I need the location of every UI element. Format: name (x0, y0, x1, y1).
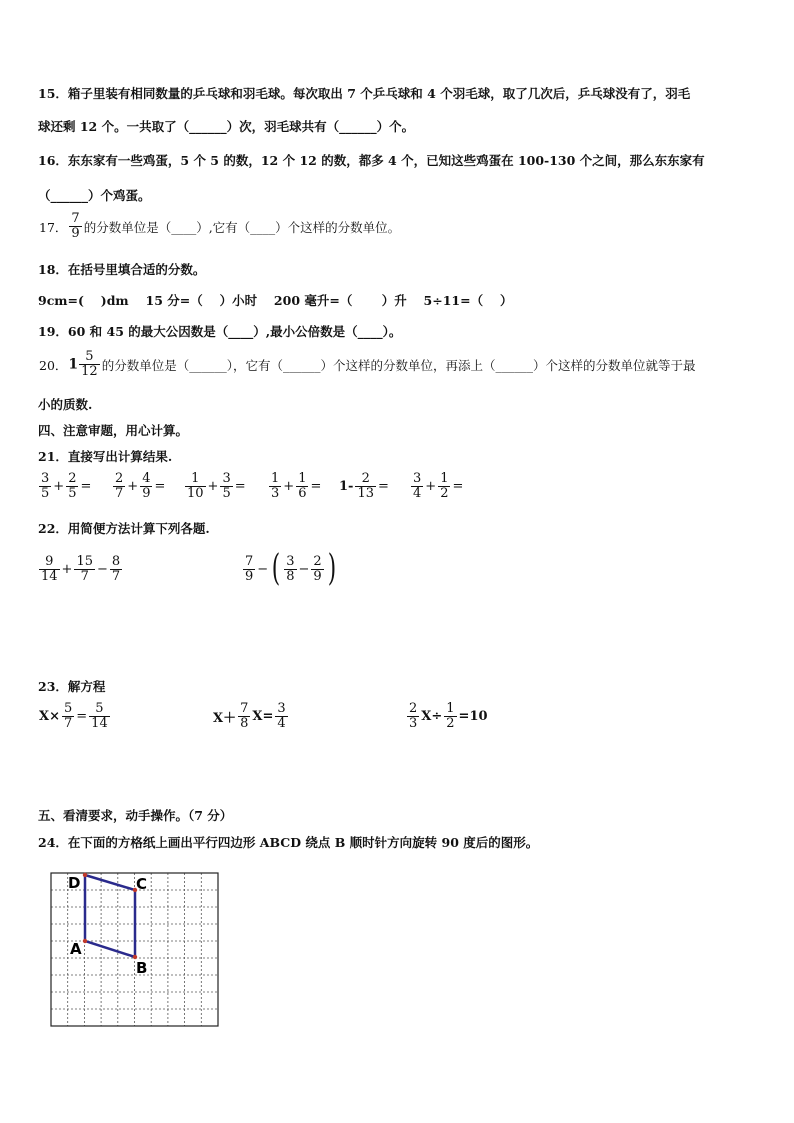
label-a: A (70, 940, 82, 958)
q18-title: 18．在括号里填合适的分数。 (38, 262, 206, 277)
q23-expr-3: $\frac{2}{3}$ X÷ $\frac{1}{2}$ =10 (409, 701, 488, 731)
q17-suffix: 的分数单位是（____）,它有（____）个这样的分数单位。 (83, 219, 401, 235)
q23-title: 23．解方程 (38, 679, 106, 694)
q17-prefix: 17． (39, 219, 68, 235)
q21-expr-5: 1- $\frac{2}{13}$ = (339, 471, 389, 501)
q15-line1: 15．箱子里装有相同数量的乒乓球和羽毛球。每次取出 7 个乒乓球和 4 个羽毛球，取了几次后，乒乓球没有了，羽毛 (38, 86, 691, 101)
label-b: B (136, 959, 148, 977)
vertex-a (83, 939, 87, 943)
q16-line2: （______）个鸡蛋。 (38, 188, 151, 203)
q20-fraction: $\frac{5}{12}$ (81, 349, 98, 379)
section5-title: 五、看清要求，动手操作。（7 分） (38, 808, 233, 823)
q20-prefix: 20． (39, 357, 68, 373)
q22-title: 22．用简便方法计算下列各题. (38, 521, 210, 536)
q22-expr-2: $\frac{7}{9}$ − ( $\frac{3}{8}$ − $\frac{2}{9}$ ) (245, 548, 336, 589)
q22-expr-1: $\frac{9}{14}$ + $\frac{15}{7}$ − $\frac{8}{7}$ (41, 554, 121, 584)
q20-line2: 小的质数. (38, 397, 93, 412)
grid-paper[interactable] (50, 872, 220, 1032)
q19: 19．60 和 45 的最大公因数是（____）,最小公倍数是（____）。 (38, 324, 402, 339)
q17-fraction: $\frac{7}{9}$ (71, 211, 80, 241)
parallelogram-abcd (85, 875, 135, 957)
label-d: D (68, 874, 81, 892)
q20-integer: 1 (68, 356, 79, 373)
q23-expr-1: X× $\frac{5}{7}$ = $\frac{5}{14}$ (39, 701, 108, 731)
section4-title: 四、注意审题，用心计算。 (38, 423, 189, 438)
q21-expr-3: $\frac{1}{10}$ + $\frac{3}{5}$ = (187, 471, 246, 501)
grid-svg (50, 872, 220, 1028)
q21-expr-6: $\frac{3}{4}$ + $\frac{1}{2}$ = (413, 471, 464, 501)
q21-expr-1: $\frac{3}{5}$ + $\frac{2}{5}$ = (41, 471, 92, 501)
q24-text: 24．在下面的方格纸上画出平行四边形 ABCD 绕点 B 顺时针方向旋转 90 度后的图形。 (38, 835, 539, 850)
q17 (38, 212, 401, 241)
q20-suffix: 的分数单位是（______），它有（______）个这样的分数单位，再添上（______）个这样的分数单位就等于最 (101, 357, 696, 373)
q21-expr-2: $\frac{2}{7}$ + $\frac{4}{9}$ = (115, 471, 166, 501)
q18-items: 9cm=( )dm 15 分=（ ）小时 200 毫升=（ ）升 5÷11=（ ） (38, 293, 513, 308)
q16-line1: 16．东东家有一些鸡蛋，5 个 5 的数，12 个 12 的数，都多 4 个，已知这些鸡蛋在 100-130 个之间，那么东东家有 (38, 153, 705, 168)
q20 (38, 350, 696, 379)
q23-expr-2: X＋ $\frac{7}{8}$ X= $\frac{3}{4}$ (213, 701, 286, 731)
label-c: C (136, 875, 148, 893)
q21-title: 21．直接写出计算结果. (38, 449, 173, 464)
q21-expr-4: $\frac{1}{3}$ + $\frac{1}{6}$ = (271, 471, 322, 501)
q15-line2: 球还剩 12 个。一共取了（______）次，羽毛球共有（______）个。 (38, 119, 415, 134)
vertex-d (83, 873, 87, 877)
